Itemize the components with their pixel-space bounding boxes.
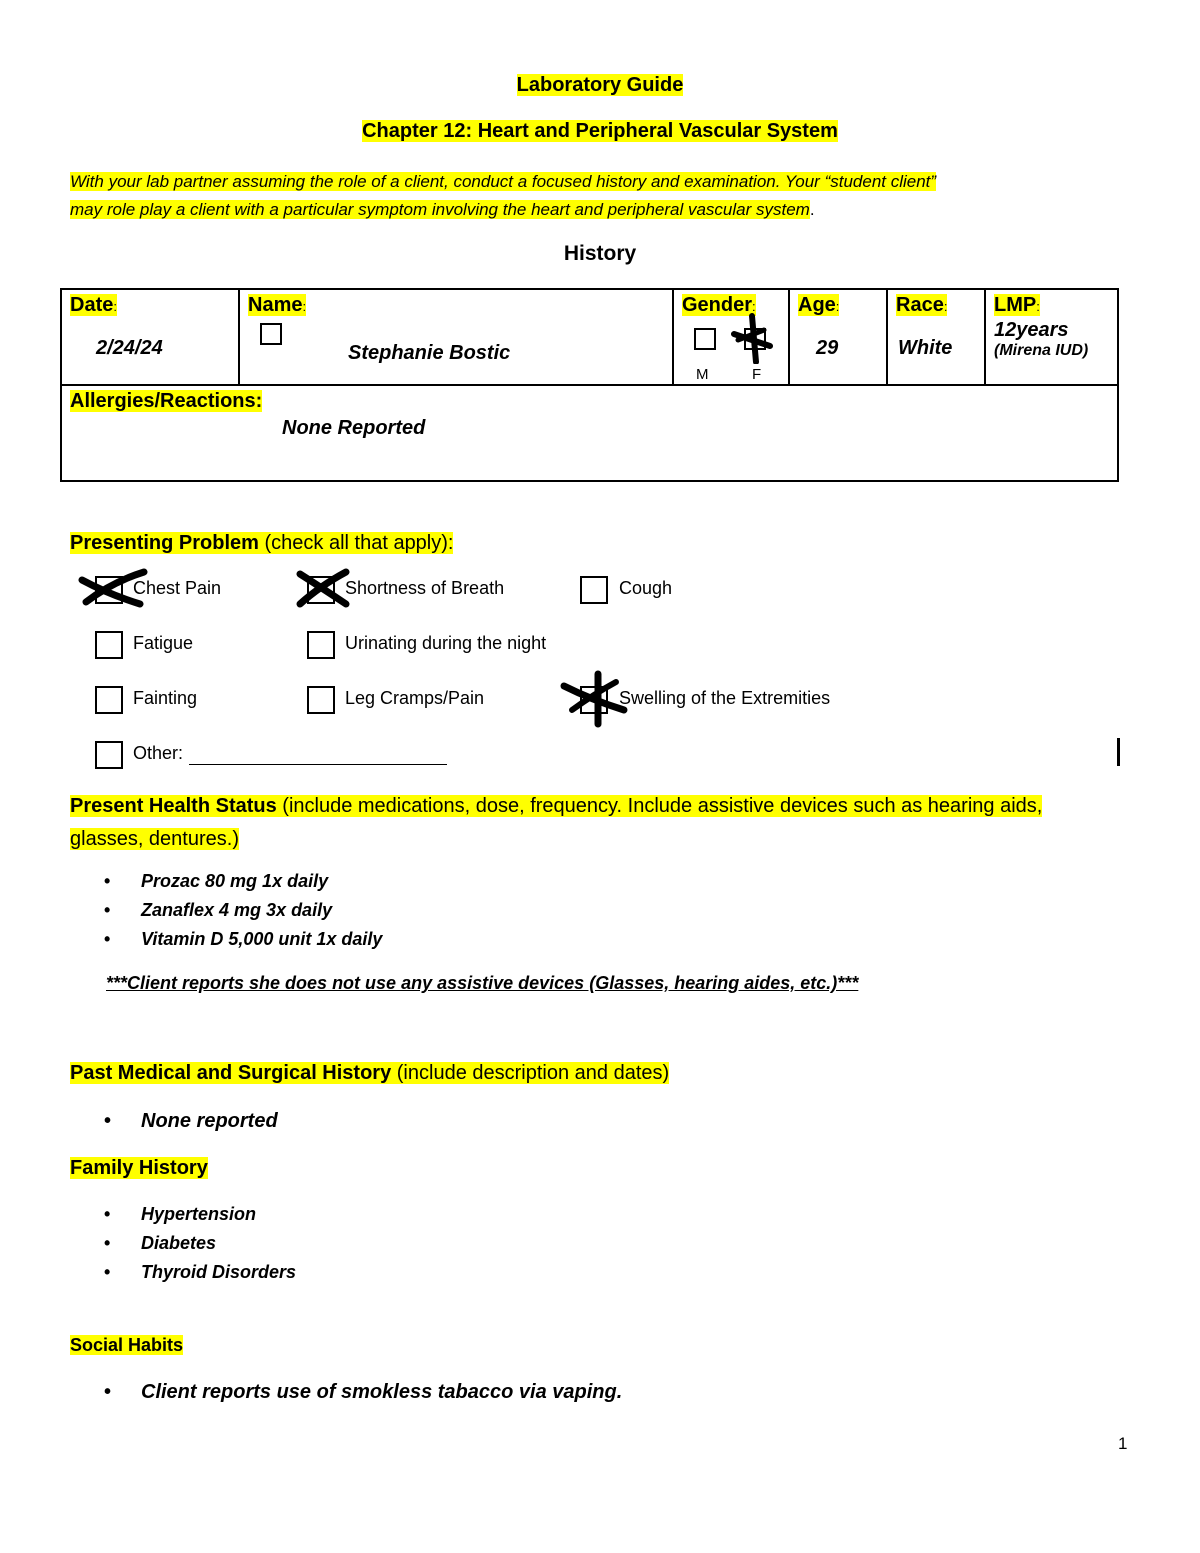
date-label: Date: [70, 294, 117, 316]
chest-pain-check-mark [78, 566, 148, 608]
list-item: • Thyroid Disorders [70, 1258, 296, 1287]
swelling-label: Swelling of the Extremities [619, 688, 831, 708]
intro-text: With your lab partner assuming the role of a client, conduct a focused history and examination. Your “student client” may role play a client with a particular symptom involving the heart and peripheral vascular system. [70, 172, 937, 219]
allergies-value: None Reported [282, 417, 426, 439]
gender-label: Gender: [682, 294, 756, 316]
fainting-label: Fainting [133, 688, 198, 708]
gender-m-checkbox[interactable] [694, 328, 716, 350]
age-cell [789, 289, 887, 385]
allergies-label: Allergies/Reactions: [70, 390, 263, 412]
race-label: Race: [896, 294, 948, 316]
gender-f-label: F [752, 366, 762, 383]
gender-m-label: M [696, 366, 709, 383]
cough-label: Cough [619, 578, 673, 598]
other-checkbox[interactable] [95, 741, 123, 769]
list-item: • Vitamin D 5,000 unit 1x daily [70, 925, 382, 954]
allergies-cell [61, 385, 1118, 481]
lmp-label: LMP: [994, 294, 1040, 316]
list-item: • None reported [70, 1107, 278, 1136]
past-history-heading: Past Medical and Surgical History (include description and dates) [70, 1062, 670, 1084]
list-item: • Diabetes [70, 1229, 296, 1258]
fatigue-checkbox[interactable] [95, 631, 123, 659]
name-value: Stephanie Bostic [348, 342, 511, 364]
lmp-note: (Mirena IUD) [994, 342, 1089, 359]
nocturia-label: Urinating during the night [345, 633, 547, 653]
lmp-value: 12years [994, 319, 1069, 341]
family-history-heading: Family History [70, 1157, 208, 1179]
medication-list [70, 867, 382, 954]
chapter-title: Chapter 12: Heart and Peripheral Vascular System [362, 120, 838, 142]
gender-f-check-mark [730, 312, 774, 364]
presenting-heading: Presenting Problem (check all that apply): [70, 532, 454, 554]
list-item: • Zanaflex 4 mg 3x daily [70, 896, 382, 925]
history-table [60, 288, 1119, 482]
leg-cramps-checkbox[interactable] [307, 686, 335, 714]
other-input-line[interactable] [189, 764, 447, 765]
cough-checkbox[interactable] [580, 576, 608, 604]
race-cell [887, 289, 985, 385]
history-heading: History [563, 242, 637, 265]
date-cell [61, 289, 239, 385]
name-cell [239, 289, 673, 385]
other-label: Other: [133, 743, 184, 763]
doc-title: Laboratory Guide [516, 74, 684, 96]
social-habits-list [70, 1378, 622, 1407]
lmp-cell [985, 289, 1118, 385]
name-checkbox[interactable] [260, 323, 282, 345]
sob-label: Shortness of Breath [345, 578, 505, 598]
page-number: 1 [1118, 1434, 1128, 1453]
text-cursor [1117, 738, 1120, 766]
date-value: 2/24/24 [96, 337, 163, 359]
social-habits-heading: Social Habits [70, 1335, 184, 1355]
sob-check-mark [296, 566, 352, 608]
list-item: • Client reports use of smokless tabacco via vaping. [70, 1378, 622, 1407]
chest-pain-label: Chest Pain [133, 578, 222, 598]
list-item: • Hypertension [70, 1200, 296, 1229]
age-value: 29 [816, 337, 839, 359]
fainting-checkbox[interactable] [95, 686, 123, 714]
family-history-list [70, 1200, 296, 1287]
name-label: Name: [248, 294, 307, 316]
health-status-heading: Present Health Status (include medications, dose, frequency. Include assistive devices such as hearing aids, glasses, dentures.) [70, 795, 1043, 850]
past-history-list [70, 1107, 278, 1136]
race-value: White [898, 337, 953, 359]
swelling-check-mark [558, 670, 630, 730]
assistive-devices-note: ***Client reports she does not use any assistive devices (Glasses, hearing aides, etc.)*** [106, 973, 859, 993]
age-label: Age: [798, 294, 840, 316]
list-item: • Prozac 80 mg 1x daily [70, 867, 382, 896]
gender-cell [673, 289, 789, 385]
leg-cramps-label: Leg Cramps/Pain [345, 688, 485, 708]
fatigue-label: Fatigue [133, 633, 194, 653]
nocturia-checkbox[interactable] [307, 631, 335, 659]
